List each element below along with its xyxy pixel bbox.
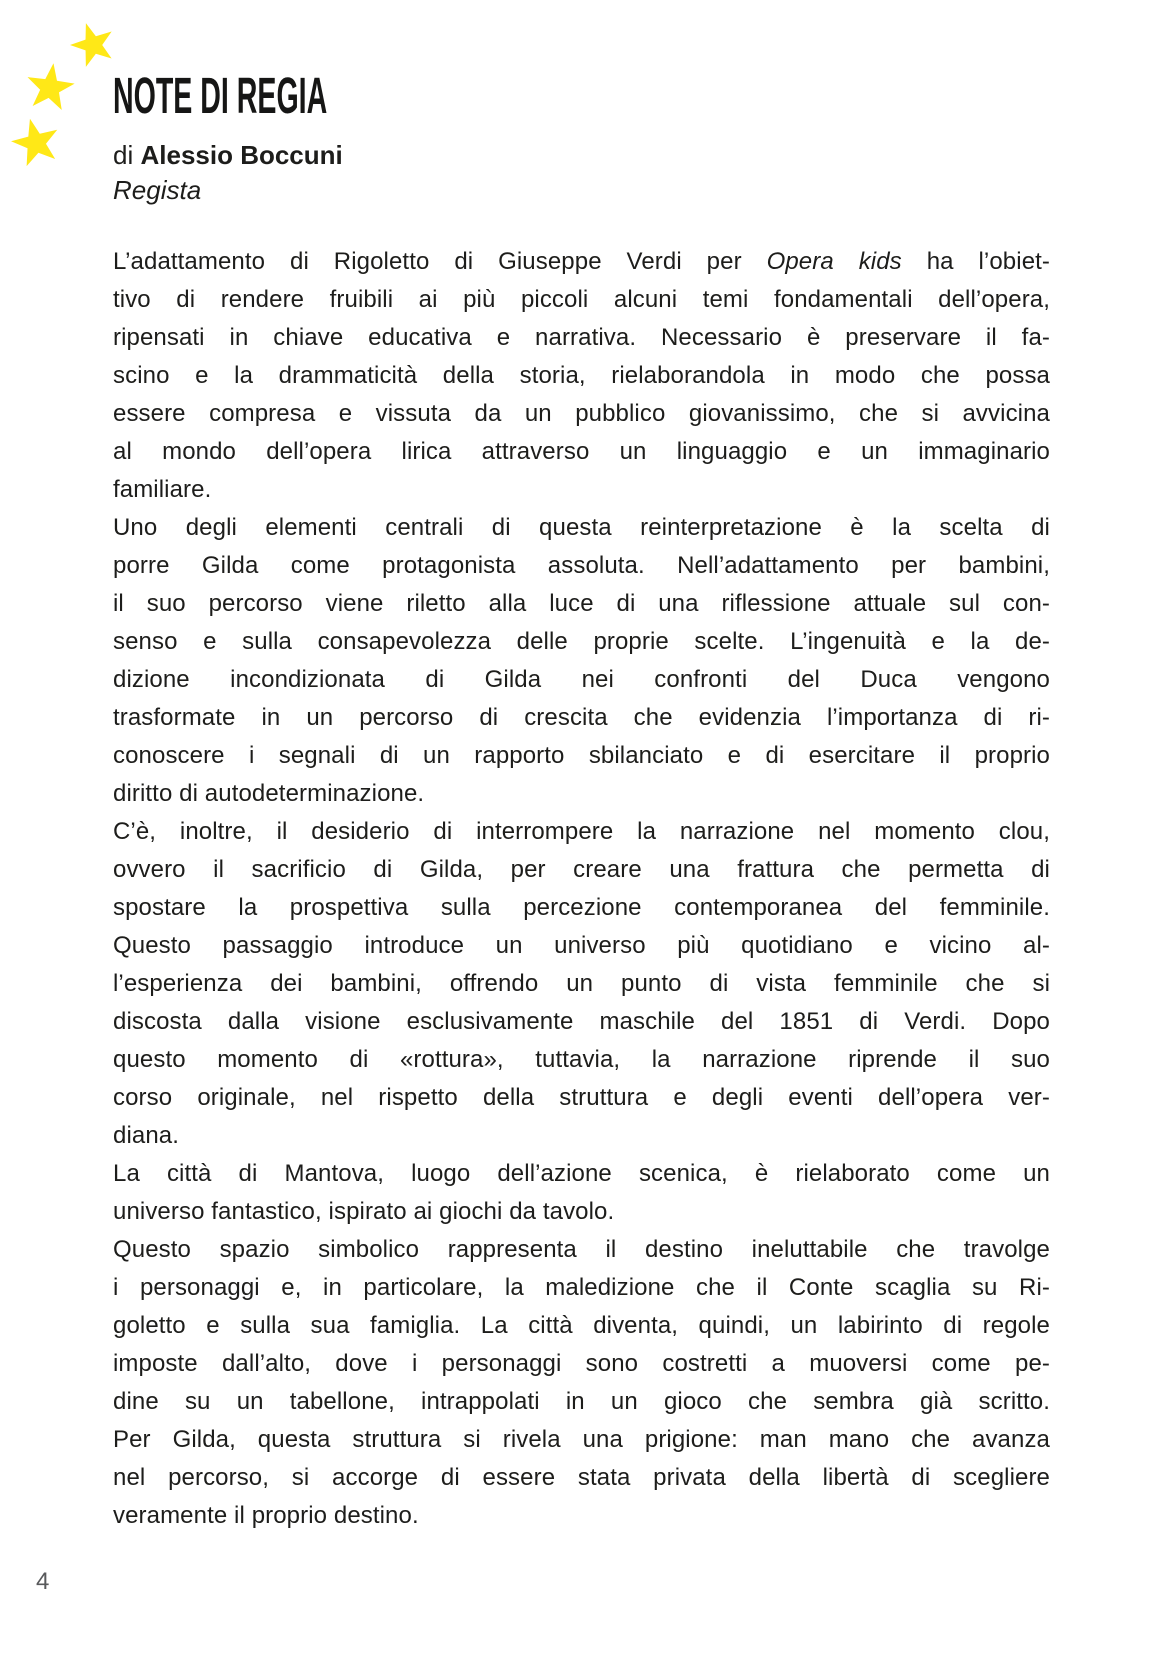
text-line: spostare la prospettiva sulla percezione contemporanea del femminile. <box>113 894 1050 921</box>
text-line: senso e sulla consapevolezza delle proprie scelte. L’ingenuità e la de- <box>113 628 1050 655</box>
body-text <box>113 243 1050 1535</box>
byline <box>113 140 343 171</box>
text-line: goletto e sulla sua famiglia. La città diventa, quindi, un labirinto di regole <box>113 1312 1050 1339</box>
page-number: 4 <box>36 1568 50 1595</box>
text-line: veramente il proprio destino. <box>113 1502 419 1529</box>
author-role: Regista <box>113 175 202 205</box>
text-line: essere compresa e vissuta da un pubblico giovanissimo, che si avvicina <box>113 400 1050 427</box>
text-line: diritto di autodeterminazione. <box>113 780 425 807</box>
byline-prefix: di <box>113 140 134 170</box>
text-line: il suo percorso viene riletto alla luce di una riflessione attuale sul con- <box>113 590 1050 617</box>
text-line: dine su un tabellone, intrappolati in un gioco che sembra già scritto. <box>113 1388 1050 1415</box>
text-line: diana. <box>113 1122 179 1149</box>
text-line: familiare. <box>113 476 212 503</box>
star-icon <box>6 113 67 174</box>
text-line: conoscere i segnali di un rapporto sbilanciato e di esercitare il proprio <box>113 742 1050 769</box>
author-name: Alessio Boccuni <box>140 140 343 170</box>
text-line: corso originale, nel rispetto della struttura e degli eventi dell’opera ver- <box>113 1084 1050 1111</box>
text-line: l’esperienza dei bambini, offrendo un punto di vista femminile che si <box>113 970 1050 997</box>
text-line: Questo spazio simbolico rappresenta il destino ineluttabile che travolge <box>113 1236 1050 1263</box>
text-line: scino e la drammaticità della storia, rielaborandola in modo che possa <box>113 362 1050 389</box>
text-line: porre Gilda come protagonista assoluta. Nell’adattamento per bambini, <box>113 552 1050 579</box>
text-line: tivo di rendere fruibili ai più piccoli alcuni temi fondamentali dell’opera, <box>113 286 1050 313</box>
text-line: questo momento di «rottura», tuttavia, la narrazione riprende il suo <box>113 1046 1050 1073</box>
text-line: al mondo dell’opera lirica attraverso un linguaggio e un immaginario <box>113 438 1050 465</box>
page-title: NOTE DI REGIA <box>113 67 328 124</box>
text-line: Questo passaggio introduce un universo più quotidiano e vicino al- <box>113 932 1050 959</box>
text-line: universo fantastico, ispirato ai giochi da tavolo. <box>113 1198 615 1225</box>
text-line: ripensati in chiave educativa e narrativa. Necessario è preservare il fa- <box>113 324 1050 351</box>
text-line: Uno degli elementi centrali di questa reinterpretazione è la scelta di <box>113 514 1050 541</box>
text-line: dizione incondizionata di Gilda nei confronti del Duca vengono <box>113 666 1050 693</box>
text-line: Per Gilda, questa struttura si rivela una prigione: man mano che avanza <box>113 1426 1050 1453</box>
text-line: imposte dall’alto, dove i personaggi sono costretti a muoversi come pe- <box>113 1350 1050 1377</box>
text-line: L’adattamento di Rigoletto di Giuseppe Verdi per Opera kids ha l’obiet- <box>113 248 1050 275</box>
text-line: discosta dalla visione esclusivamente maschile del 1851 di Verdi. Dopo <box>113 1008 1050 1035</box>
text-line: La città di Mantova, luogo dell’azione scenica, è rielaborato come un <box>113 1160 1050 1187</box>
text-line: C’è, inoltre, il desiderio di interrompere la narrazione nel momento clou, <box>113 818 1050 845</box>
star-icon <box>21 60 79 117</box>
text-line: trasformate in un percorso di crescita che evidenzia l’importanza di ri- <box>113 704 1050 731</box>
text-line: i personaggi e, in particolare, la maledizione che il Conte scaglia su Ri- <box>113 1274 1050 1301</box>
text-line: nel percorso, si accorge di essere stata privata della libertà di scegliere <box>113 1464 1050 1491</box>
text-line: ovvero il sacrificio di Gilda, per creare una frattura che permetta di <box>113 856 1050 883</box>
